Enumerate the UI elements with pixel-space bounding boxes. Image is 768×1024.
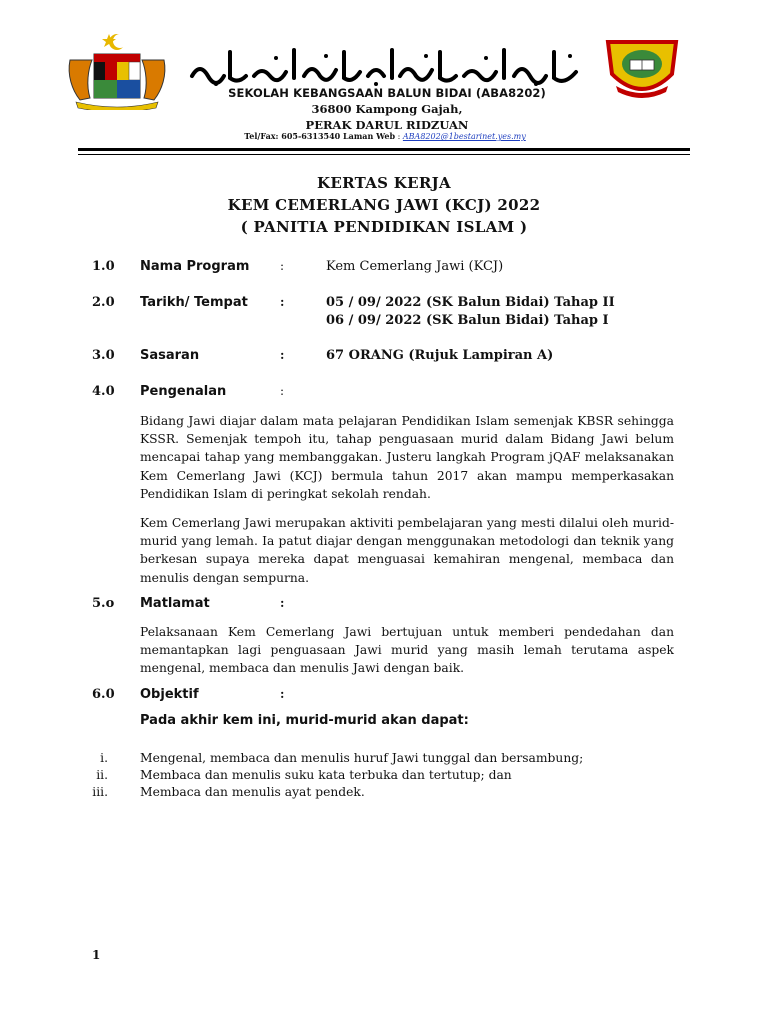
program-name-value: Kem Cemerlang Jawi (KCJ)	[326, 259, 504, 274]
page-number: 1	[92, 948, 101, 962]
section-number: 6.0	[92, 687, 115, 702]
contact-separator: :	[395, 132, 403, 141]
doc-committee: ( PANITIA PENDIDIKAN ISLAM )	[240, 218, 528, 236]
section-number: 1.0	[92, 259, 115, 274]
section-label: Nama Program	[140, 259, 250, 274]
section-colon: :	[280, 596, 285, 610]
date-place-value-2: 06 / 09/ 2022 (SK Balun Bidai) Tahap I	[326, 313, 609, 328]
section-number: 3.0	[92, 348, 115, 363]
header-rule-thick	[78, 148, 690, 151]
address-line-1: 36800 Kampong Gajah,	[311, 102, 463, 116]
section-colon: :	[280, 295, 285, 309]
jawi-calligraphy-banner	[186, 42, 584, 90]
objective-lead: Pada akhir kem ini, murid-murid akan dapat:	[140, 713, 469, 728]
introduction-paragraph-1: Bidang Jawi diajar dalam mata pelajaran Pendidikan Islam semenjak KBSR sehingga KSSR. Semenjak tempoh itu, tahap penguasaan murid dalam Bidang Jawi belum mencapai tahap yang membanggakan. Justeru langkah Program jQAF melaksanakan Kem Cemerlang Jawi (KCJ) bermula tahun 2017 akan mampu memperkasakan Pendidikan Islam di peringkat sekolah rendah.	[140, 414, 674, 501]
contact-line	[175, 131, 595, 141]
website-link[interactable]: ABA8202@1bestarinet.yes.my	[402, 132, 526, 141]
contact-label: Tel/Fax: 605-6313540 Laman Web	[244, 131, 396, 141]
section-colon: :	[280, 384, 285, 398]
list-item: Membaca dan menulis suku kata terbuka dan tertutup; dan	[140, 768, 512, 782]
section-number: 2.0	[92, 295, 115, 310]
aim-paragraph: Pelaksanaan Kem Cemerlang Jawi bertujuan untuk memberi pendedahan dan memantapkan lagi penguasaan Jawi murid yang masih lemah terutama aspek mengenal, membaca dan menulis Jawi dengan baik.	[140, 625, 674, 676]
school-name: SEKOLAH KEBANGSAAN BALUN BIDAI (ABA8202)	[228, 86, 546, 100]
section-label: Matlamat	[140, 596, 210, 611]
section-label: Tarikh/ Tempat	[140, 295, 248, 310]
introduction-paragraph-2: Kem Cemerlang Jawi merupakan aktiviti pembelajaran yang mesti dilalui oleh murid-murid yang lemah. Ia patut diajar dengan menggunakan metodologi dan teknik yang berkesan supaya mereka dapat menguasai kemahiran mengenal, membaca dan menulis dengan sempurna.	[140, 516, 674, 585]
header-rule-thin	[78, 154, 690, 155]
section-colon: :	[280, 348, 285, 362]
doc-title: KERTAS KERJA	[317, 174, 451, 192]
section-label: Pengenalan	[140, 384, 227, 399]
list-item: Membaca dan menulis ayat pendek.	[140, 785, 365, 799]
section-label: Sasaran	[140, 348, 200, 363]
list-item-number: i.	[100, 751, 108, 765]
section-colon: :	[280, 259, 285, 273]
section-number: 4.0	[92, 384, 115, 399]
list-item-number: ii.	[96, 768, 108, 782]
section-label: Objektif	[140, 687, 199, 702]
target-value: 67 ORANG (Rujuk Lampiran A)	[326, 348, 554, 363]
section-number: 5.o	[92, 596, 115, 611]
list-item-number: iii.	[92, 785, 108, 799]
section-colon: :	[280, 687, 285, 701]
school-badge-icon	[602, 34, 682, 104]
malaysia-coat-of-arms-icon	[62, 30, 172, 110]
date-place-value-1: 05 / 09/ 2022 (SK Balun Bidai) Tahap II	[326, 295, 615, 310]
doc-subtitle: KEM CEMERLANG JAWI (KCJ) 2022	[227, 196, 541, 214]
address-line-2: PERAK DARUL RIDZUAN	[305, 118, 469, 132]
list-item: Mengenal, membaca dan menulis huruf Jawi tunggal dan bersambung;	[140, 751, 584, 765]
